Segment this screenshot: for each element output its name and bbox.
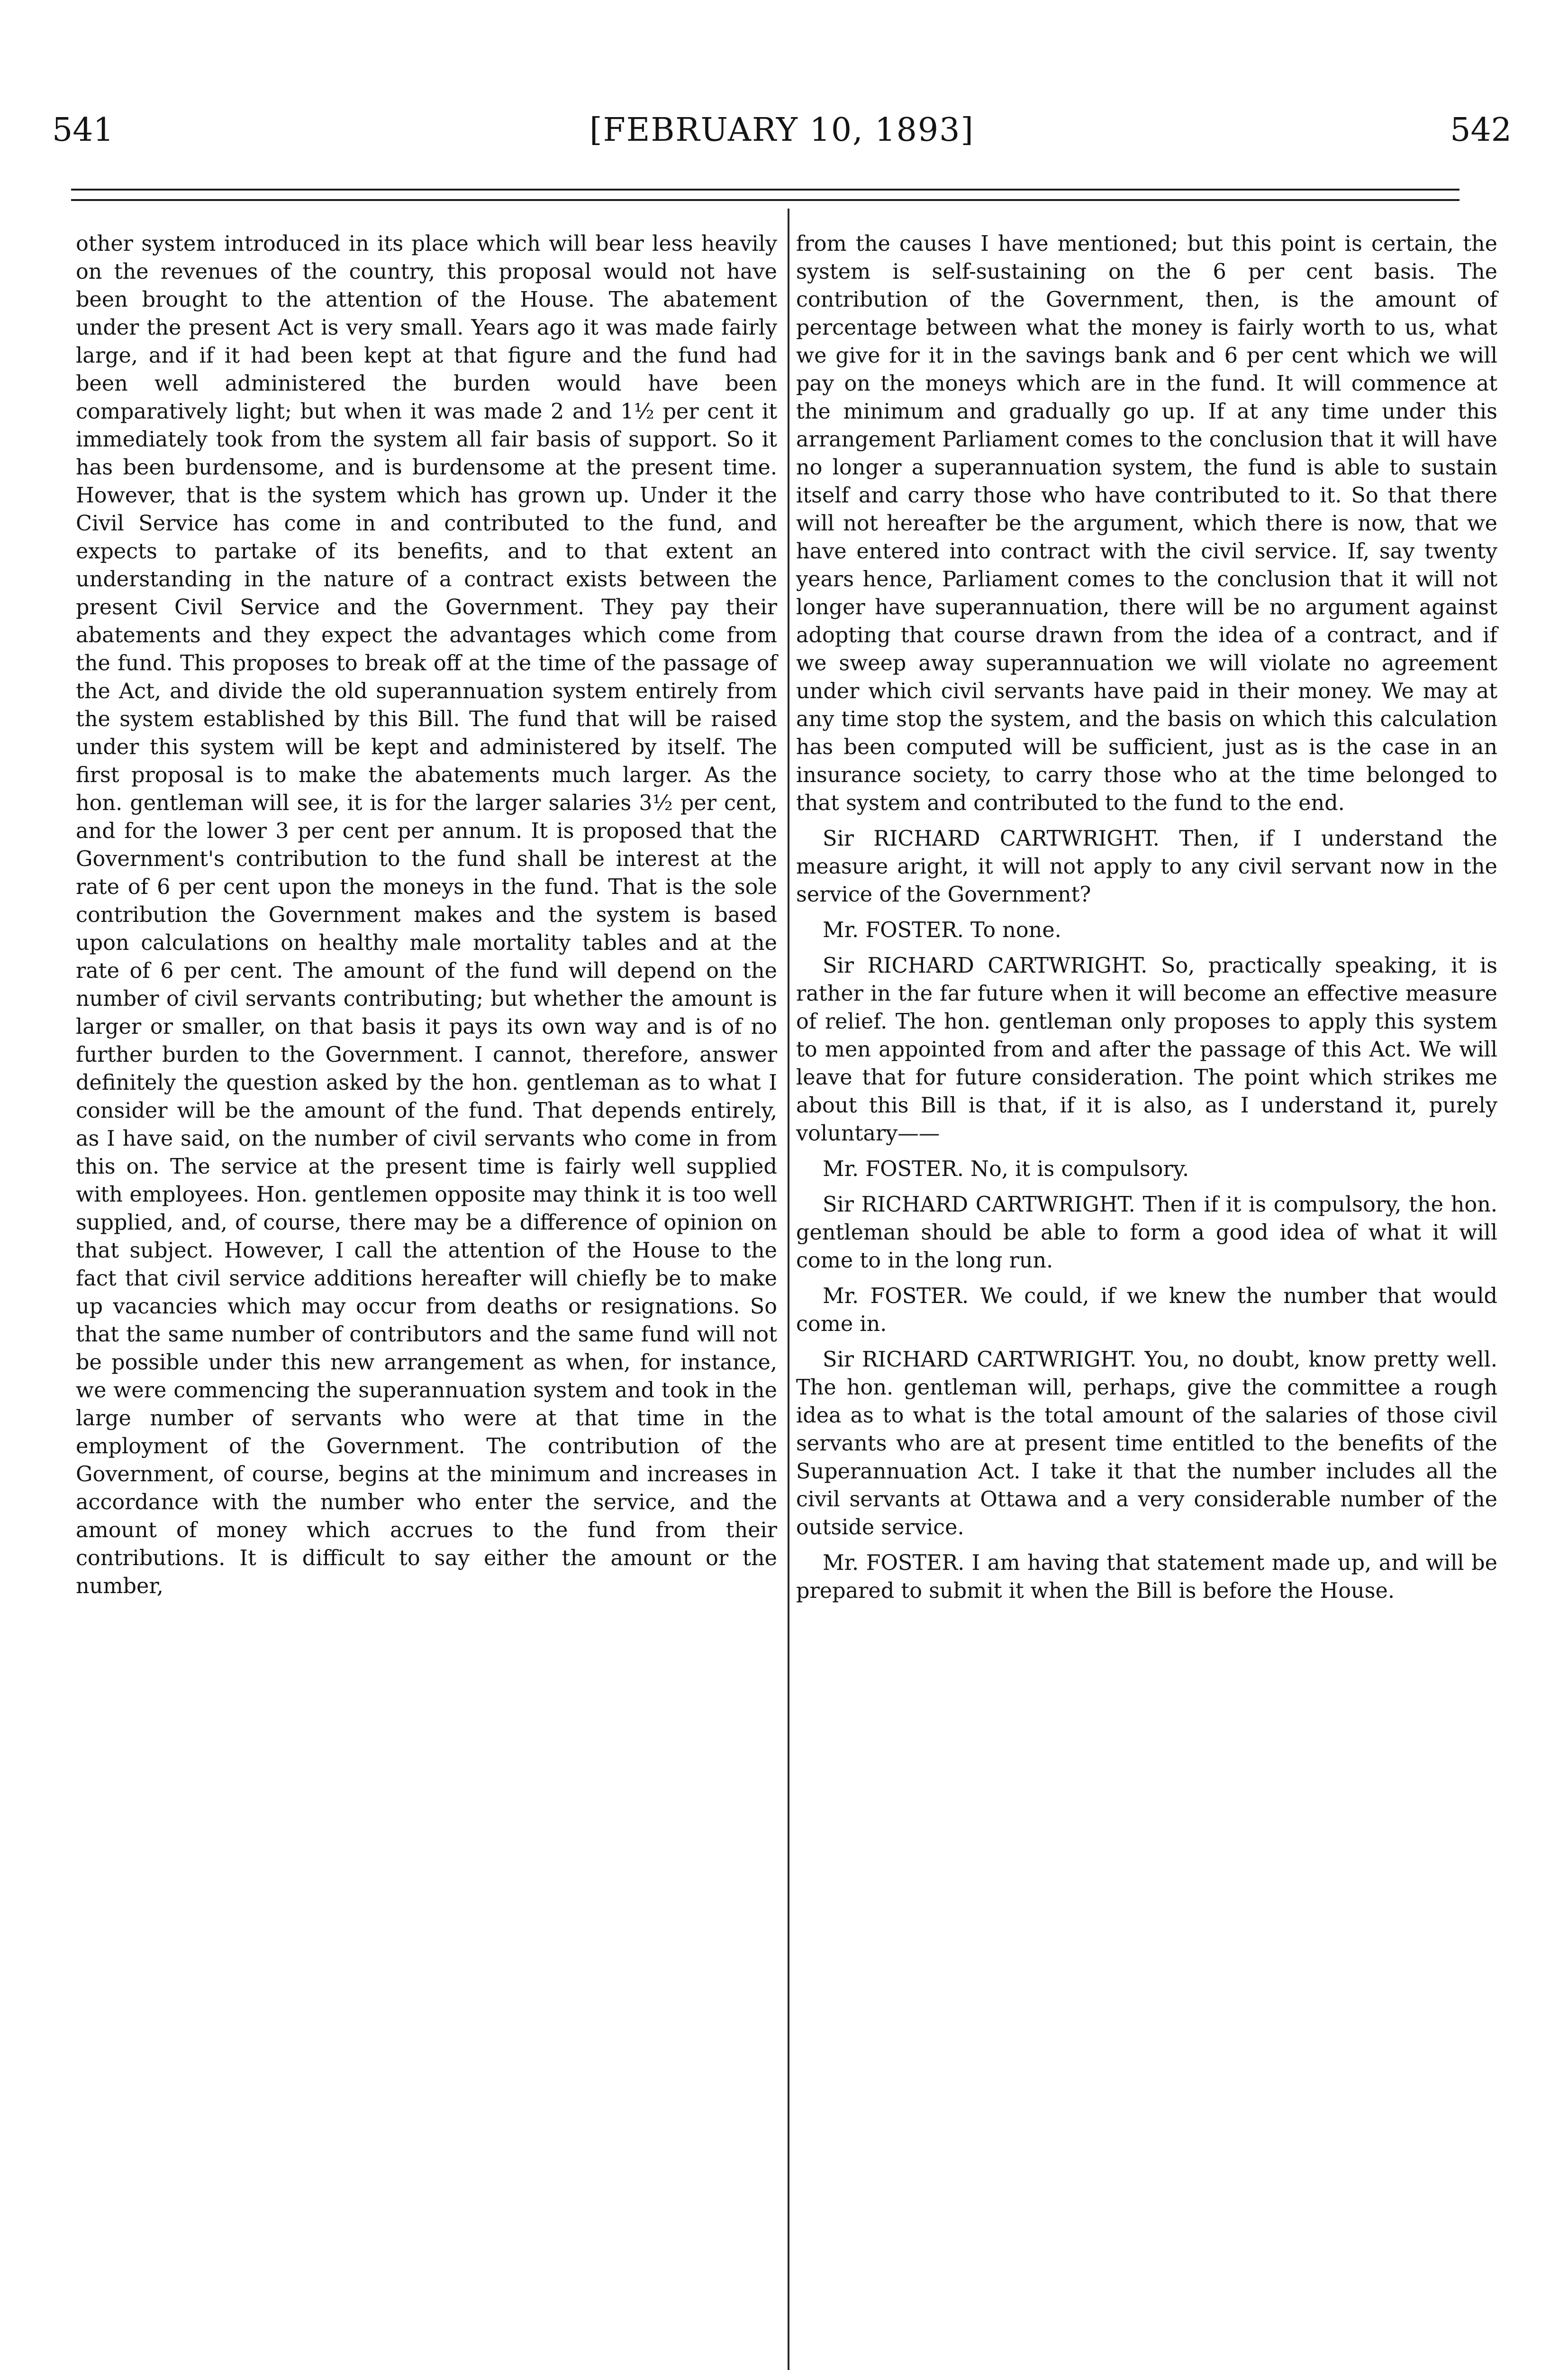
header-rule-bottom <box>71 199 1459 201</box>
page-header <box>52 104 1512 156</box>
speech-cartwright-3: Sir RICHARD CARTWRIGHT. Then if it is compulsory, the hon. gentleman should be able to form a good idea of what it will come to in the long run. <box>796 1193 1497 1273</box>
speech-foster-4: Mr. FOSTER. I am having that statement made up, and will be prepared to submit it when the Bill is before the House. <box>796 1551 1497 1603</box>
page-number-left: 541 <box>52 111 114 149</box>
speech-foster-1: Mr. FOSTER. To none. <box>823 918 1061 942</box>
speech-cartwright-1: Sir RICHARD CARTWRIGHT. Then, if I understand the measure aright, it will not apply to any civil servant now in the service of the Government? <box>796 827 1497 907</box>
column-divider <box>788 209 789 2370</box>
left-column <box>76 230 777 1600</box>
right-column <box>796 230 1497 1605</box>
right-paragraph-1: from the causes I have mentioned; but this point is certain, the system is self-sustaining on the 6 per cent basis. The contribution of the Government, then, is the amount of percentage between what the money is fairly worth to us, what we give for it in the savings bank and 6 per cent which we will pay on the moneys which are in the fund. It will commence at the minimum and gradually go up. If at any time under this arrangement Parliament comes to the conclusion that it will have no longer a superannuation system, the fund is able to sustain itself and carry those who have contributed to it. So that there will not hereafter be the argument, which there is now, that we have entered into contract with the civil service. If, say twenty years hence, Parliament comes to the conclusion that it will not longer have superannuation, there will be no argument against adopting that course drawn from the idea of a contract, and if we sweep away superannuation we will violate no agreement under which civil servants have paid in their money. We may at any time stop the system, and the basis on which this calculation has been computed will be sufficient, just as is the case in an insurance society, to carry those who at the time belonged to that system and contributed to the fund to the end. <box>796 232 1497 815</box>
speech-foster-3: Mr. FOSTER. We could, if we knew the number that would come in. <box>796 1284 1497 1336</box>
header-rule-top <box>71 189 1459 191</box>
speech-foster-2: Mr. FOSTER. No, it is compulsory. <box>823 1157 1189 1181</box>
page-number-right: 542 <box>1450 111 1512 149</box>
left-paragraph-1: other system introduced in its place which will bear less heavily on the revenues of the country, this proposal would not have been brought to the attention of the House. The abatement under the present Act is very small. Years ago it was made fairly large, and if it had been kept at that figure and the fund had been well administered the burden would have been comparatively light; but when it was made 2 and 1½ per cent it immediately took from the system all fair basis of support. So it has been burdensome, and is burdensome at the present time. However, that is the system which has grown up. Under it the Civil Service has come in and contributed to the fund, and expects to partake of its benefits, and to that extent an understanding in the nature of a contract exists between the present Civil Service and the Government. They pay their abatements and they expect the advantages which come from the fund. This proposes to break off at the time of the passage of the Act, and divide the old superannuation system entirely from the system established by this Bill. The fund that will be raised under this system will be kept and administered by itself. The first proposal is to make the abatements much larger. As the hon. gentleman will see, it is for the larger salaries 3½ per cent, and for the lower 3 per cent per annum. It is proposed that the Government's contribution to the fund shall be interest at the rate of 6 per cent upon the moneys in the fund. That is the sole contribution the Government makes and the system is based upon calculations on healthy male mortality tables and at the rate of 6 per cent. The amount of the fund will depend on the number of civil servants contributing; but whether the amount is larger or smaller, on that basis it pays its own way and is of no further burden to the Government. I cannot, therefore, answer definitely the question asked by the hon. gentleman as to what I consider will be the amount of the fund. That depends entirely, as I have said, on the number of civil servants who come in from this on. The service at the present time is fairly well supplied with employees. Hon. gentlemen opposite may think it is too well supplied, and, of course, there may be a difference of opinion on that subject. However, I call the attention of the House to the fact that civil service additions hereafter will chiefly be to make up vacancies which may occur from deaths or resignations. So that the same number of contributors and the same fund will not be possible under this new arrangement as when, for instance, we were commencing the superannuation system and took in the large number of servants who were at that time in the employment of the Government. The contribution of the Government, of course, begins at the minimum and increases in accordance with the number who enter the service, and the amount of money which accrues to the fund from their contributions. It is difficult to say either the amount or the number, <box>76 232 777 1598</box>
page-date: [FEBRUARY 10, 1893] <box>589 111 974 149</box>
speech-cartwright-4: Sir RICHARD CARTWRIGHT. You, no doubt, know pretty well. The hon. gentleman will, perhaps, give the committee a rough idea as to what is the total amount of the salaries of those civil servants who are at present time entitled to the benefits of the Superannuation Act. I take it that the number includes all the civil servants at Ottawa and a very considerable number of the outside service. <box>796 1348 1497 1540</box>
speech-cartwright-2: Sir RICHARD CARTWRIGHT. So, practically speaking, it is rather in the far future when it will become an effective measure of relief. The hon. gentleman only proposes to apply this system to men appointed from and after the passage of this Act. We will leave that for future consideration. The point which strikes me about this Bill is that, if it is also, as I understand it, purely voluntary—— <box>796 954 1497 1146</box>
